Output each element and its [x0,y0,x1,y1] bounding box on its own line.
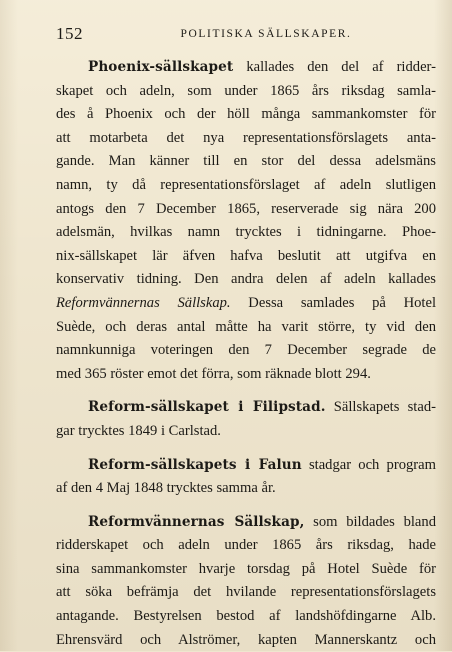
entry-heading: Reform-sällskapets i Falun [88,456,302,473]
text-line: gande. Man känner till en stor del dessa adelsmäns [56,153,436,170]
text-span: kallades den del af ridder- [233,59,436,75]
text-line: des å Phoenix och der höll många sammankomster för [56,106,436,123]
text-line [56,454,436,478]
entry-reformvannernas-sallskap [56,511,436,652]
text-line: antagande. Bestyrelsen bestod af landshöfdingarne Alb. [56,608,436,625]
text-span: som bildades bland [304,513,436,530]
entry-heading: Phoenix-sällskapet [88,59,234,75]
entry-heading: Reform-sällskapet i Filipstad. [88,399,326,416]
text-span: Sällskapets stad- [325,399,436,416]
text-line: adelsmän, hvilkas namn trycktes i tidningarne. Phoe- [56,224,436,241]
text-line [56,396,436,420]
entry-reform-sallskapet-filipstad [56,396,436,443]
text-line: af den 4 Maj 1848 trycktes samma år. [56,480,276,497]
paragraph-gap [56,386,436,396]
text-span: stadgar och program [301,456,436,473]
text-line: med 365 röster emot det förra, som räknade blott 294. [56,365,371,382]
text-line: namn, ty då representationsförslaget af adeln slutligen [56,176,436,193]
entry-heading: Reformvännernas Sällskap, [88,513,305,530]
text-line: gar trycktes 1849 i Carlstad. [56,422,221,439]
text-line: nix-sällskapet lär äfven hafva beslutit att utgifva en [56,247,436,264]
text-line [56,292,436,316]
paragraph-gap [56,501,436,511]
text-line: namnkunniga voteringen den 7 December segrade de [56,342,436,359]
page-header [56,24,436,44]
text-span: Dessa samlades på Hotel [230,294,437,311]
running-head: POLITISKA SÄLLSKAPER. [180,28,352,40]
paragraph-gap [56,444,436,454]
page-body [56,56,436,652]
text-line: skapet och adeln, som under 1865 års riksdag samla- [56,82,436,99]
text-line: Ehrensvärd och Alströmer, kapten Mannerskantz och [56,631,436,648]
text-line: konservativ tidning. Den andra delen af adeln kallades [56,271,436,288]
text-line: sina sammankomster hvarje torsdag på Hotel Suède för [56,560,436,577]
entry-phoenix-sallskapet [56,56,436,386]
text-line [56,56,436,80]
entry-reform-sallskapets-falun [56,454,436,501]
page-number: 152 [56,24,83,43]
text-line: att söka befrämja det hvilande representationsförslagets [56,584,436,601]
text-line: att motarbeta det nya representationsförslagets anta- [56,129,436,146]
text-line [56,511,436,535]
text-line: ridderskapet och adeln under 1865 års riksdag, hade [56,537,436,554]
text-line: antogs den 7 December 1865, reserverade sig nära 200 [56,200,436,217]
italic-title: Reformvännernas Sällskap. [56,294,231,311]
text-line: Suède, och deras antal måtte ha varit större, ty vid den [56,318,436,335]
